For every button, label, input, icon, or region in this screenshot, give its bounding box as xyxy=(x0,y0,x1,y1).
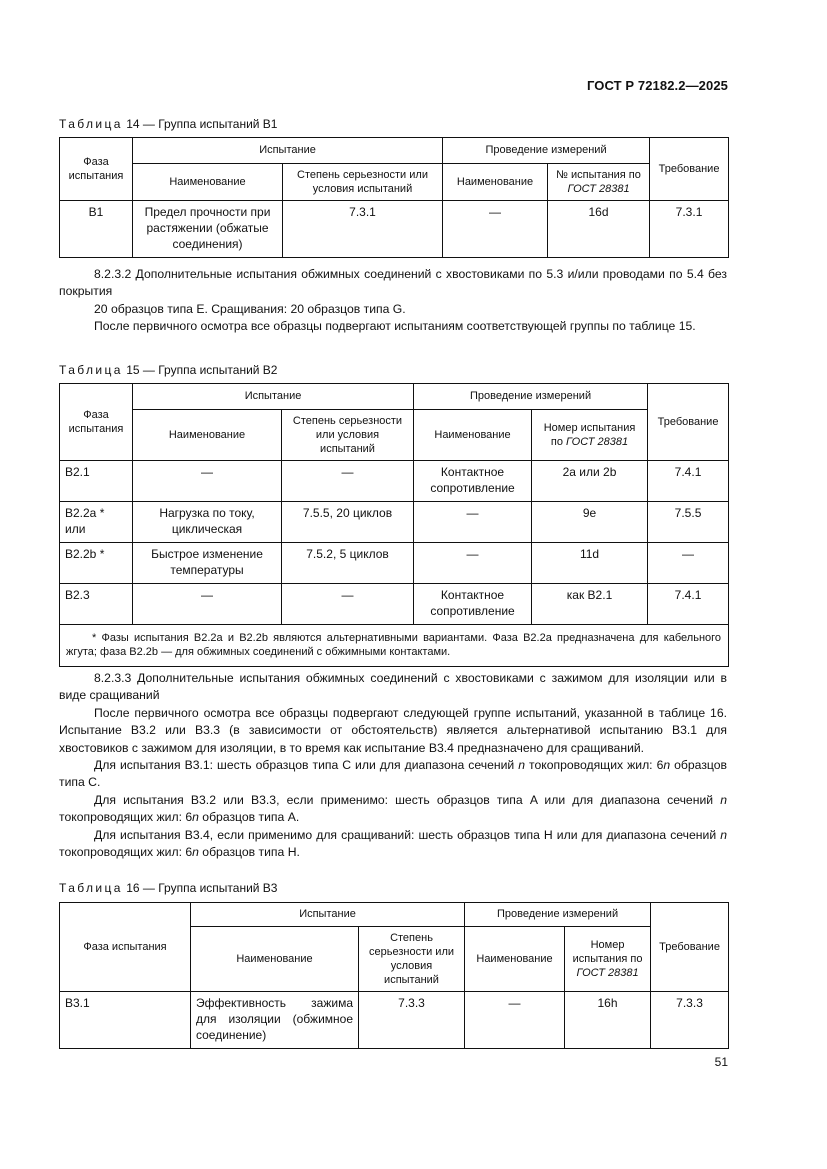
table-16-caption: Таблица 16 — Группа испытаний B3 xyxy=(59,881,278,895)
header-severity: Степень серьезности или условия испытаний xyxy=(283,164,443,201)
table-row: B2.2a * или Нагрузка по току, циклическая 7.5.5, 20 циклов — 9e 7.5.5 xyxy=(60,502,729,543)
header-name: Наименование xyxy=(191,927,359,992)
header-measure-name: Наименование xyxy=(465,927,565,992)
header-test-number: Номер испытания по ГОСТ 28381 xyxy=(532,410,648,461)
header-requirement: Требование xyxy=(648,384,729,461)
header-severity: Степень серьезности или условия испытаний xyxy=(359,927,465,992)
section-8-2-3-2: 8.2.3.2 Дополнительные испытания обжимных соединений с хвостовиками по 5.3 и/или проводами по 5.4 без покрытия 20 образцов типа E. Сращивания: 20 образцов типа G. После первичного осмотра все образцы подвергают испытаниям соответствующей группы по таблице 15. xyxy=(59,267,727,334)
header-test: Испытание xyxy=(133,138,443,164)
header-phase: Фаза испытания xyxy=(60,384,133,461)
section-8-2-3-3: 8.2.3.3 Дополнительные испытания обжимных соединений с хвостовиками с зажимом для изоляции или в виде сращиваний После первичного осмотра все образцы подвергают следующей группе испытаний, указанной в таблице 16. Испытание B3.2 или B3.3 (в зависимости от обстоятельств) является альтернативой испытанию B3.1 для хвостовиков с зажимом для изоляции, в то время как испытание B3.4 предназначено для сращиваний. Для испытания B3.1: шесть образцов типа C или для диапазона сечений n токопроводящих жил: 6n образцов типа C. Для испытания B3.2 или B3.3, если применимо: шесть образцов типа A или для диапазона сечений n токопроводящих жил: 6n образцов типа A. Для испытания B3.4, если применимо для сращиваний: шесть образцов типа H или для диапазона сечений n токопроводящих жил: 6n образцов типа H. xyxy=(59,671,728,860)
header-measure-name: Наименование xyxy=(414,410,532,461)
header-measurement: Проведение измерений xyxy=(443,138,650,164)
header-test: Испытание xyxy=(133,384,414,410)
header-test-number: № испытания по ГОСТ 28381 xyxy=(548,164,650,201)
header-measurement: Проведение измерений xyxy=(414,384,648,410)
table-row: B1 Предел прочности при растяжении (обжатые соединения) 7.3.1 — 16d 7.3.1 xyxy=(60,201,729,258)
table-16 xyxy=(59,902,729,1049)
document-code: ГОСТ Р 72182.2—2025 xyxy=(586,78,728,93)
table-row: B3.1 Эффективность зажима для изоляции (обжимное соединение) 7.3.3 — 16h 7.3.3 xyxy=(60,992,729,1049)
table-15-caption: Таблица 15 — Группа испытаний B2 xyxy=(59,363,278,377)
table-14 xyxy=(59,137,729,258)
header-measurement: Проведение измерений xyxy=(465,903,651,927)
header-name: Наименование xyxy=(133,410,282,461)
table-15-footnote: * Фазы испытания B2.2a и B2.2b являются альтернативными вариантами. Фаза B2.2a предназначена для кабельного жгута; фаза B2.2b — для обжимных соединений с обжимными контактами. xyxy=(60,624,729,666)
header-requirement: Требование xyxy=(651,903,729,992)
page-number: 51 xyxy=(714,1055,728,1069)
table-15 xyxy=(59,383,729,667)
header-name: Наименование xyxy=(133,164,283,201)
header-phase: Фаза испытания xyxy=(60,138,133,201)
table-row: B2.1 — — Контактное сопротивление 2a или 2b 7.4.1 xyxy=(60,461,729,502)
table-row: B2.3 — — Контактное сопротивление как B2.1 7.4.1 xyxy=(60,583,729,624)
header-severity: Степень серьезности или условия испытаний xyxy=(282,410,414,461)
header-phase: Фаза испытания xyxy=(60,903,191,992)
header-measure-name: Наименование xyxy=(443,164,548,201)
table-row: B2.2b * Быстрое изменение температуры 7.5.2, 5 циклов — 11d — xyxy=(60,543,729,584)
header-test-number: Номер испытания по ГОСТ 28381 xyxy=(565,927,651,992)
header-test: Испытание xyxy=(191,903,465,927)
header-requirement: Требование xyxy=(650,138,729,201)
table-14-caption: Таблица 14 — Группа испытаний B1 xyxy=(59,117,278,131)
